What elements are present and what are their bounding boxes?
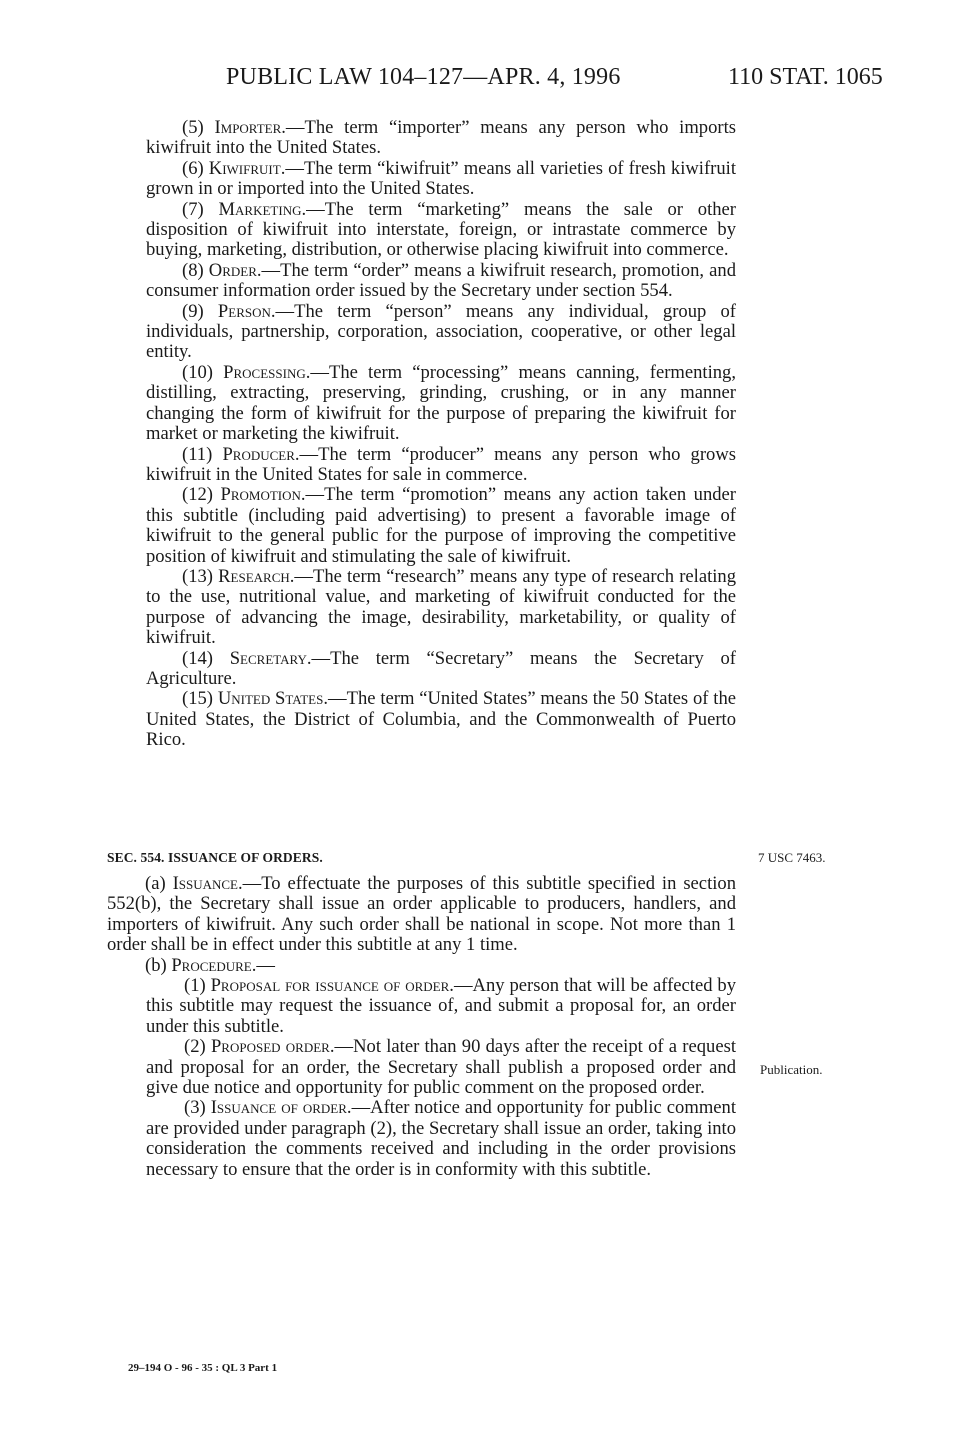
printer-footer-code: 29–194 O - 96 - 35 : QL 3 Part 1 <box>128 1362 278 1374</box>
definition-15: (15) United States.—The term “United States” means the 50 States of the United States, the District of Columbia, and the Commonwealth of Puerto Rico. <box>146 688 736 751</box>
definitions-body <box>146 118 736 751</box>
definition-10: (10) Processing.—The term “processing” means canning, fermenting, distilling, extracting, preserving, grinding, crushing, or in any manner changing the form of kiwifruit for the purpose of preparing the kiwifruit for market or marketing the kiwifruit. <box>146 361 736 445</box>
subsection-b: (b) Procedure.— <box>145 954 275 976</box>
definition-5: (5) Importer.—The term “importer” means any person who imports kiwifruit into the United States. <box>146 117 736 159</box>
paragraph-b-2: (2) Proposed order.—Not later than 90 days after the receipt of a request and proposal for an order, the Secretary shall publish a proposed order and give due notice and opportunity for public comment on the proposed order. <box>146 1036 736 1099</box>
definition-12: (12) Promotion.—The term “promotion” means any action taken under this subtitle (including paid advertising) to present a favorable image of kiwifruit to the general public for the purpose of improving the competitive position of kiwifruit and stimulating the sale of kiwifruit. <box>146 484 736 567</box>
running-header-title: PUBLIC LAW 104–127—APR. 4, 1996 <box>226 64 621 90</box>
definition-8: (8) Order.—The term “order” means a kiwifruit research, promotion, and consumer information order issued by the Secretary under section 554. <box>146 259 736 302</box>
running-header-page-ref: 110 STAT. 1065 <box>728 64 883 90</box>
definition-7: (7) Marketing.—The term “marketing” means the sale or other disposition of kiwifruit into interstate, foreign, or intrastate commerce by buying, marketing, distribution, or otherwise placing kiwifruit into commerce. <box>146 198 736 261</box>
paragraph-b-1: (1) Proposal for issuance of order.—Any person that will be affected by this subtitle may request the issuance of, and submit a proposal for, an order under this subtitle. <box>146 975 736 1037</box>
subsection-a: (a) Issuance.—To effectuate the purposes of this subtitle specified in section 552(b), the Secretary shall issue an order applicable to producers, handlers, and importers of kiwifruit. Any such order shall be national in scope. Not more than 1 order shall be in effect under this subtitle at any 1 time. <box>107 873 736 956</box>
margin-note-usc: 7 USC 7463. <box>758 850 826 865</box>
section-554-body <box>107 874 736 1180</box>
definition-14: (14) Secretary.—The term “Secretary” means the Secretary of Agriculture. <box>146 647 736 689</box>
definition-13: (13) Research.—The term “research” means any type of research relating to the use, nutritional value, and marketing of kiwifruit conducted for the purpose of advancing the image, desirability, marketability, or quality of kiwifruit. <box>146 565 737 649</box>
section-heading: SEC. 554. ISSUANCE OF ORDERS. <box>107 850 323 865</box>
margin-note-publication: Publication. <box>760 1062 823 1077</box>
definition-11: (11) Producer.—The term “producer” means any person who grows kiwifruit in the United States for sale in commerce. <box>146 443 736 485</box>
definition-9: (9) Person.—The term “person” means any individual, group of individuals, partnership, corporation, association, cooperative, or other legal entity. <box>146 300 736 363</box>
definition-6: (6) Kiwifruit.—The term “kiwifruit” means all varieties of fresh kiwifruit grown in or imported into the United States. <box>146 157 736 200</box>
paragraph-b-3: (3) Issuance of order.—After notice and opportunity for public comment are provided under paragraph (2), the Secretary shall issue an order, taking into consideration the comments received and including in the order provisions necessary to ensure that the order is in conformity with this subtitle. <box>146 1097 736 1180</box>
